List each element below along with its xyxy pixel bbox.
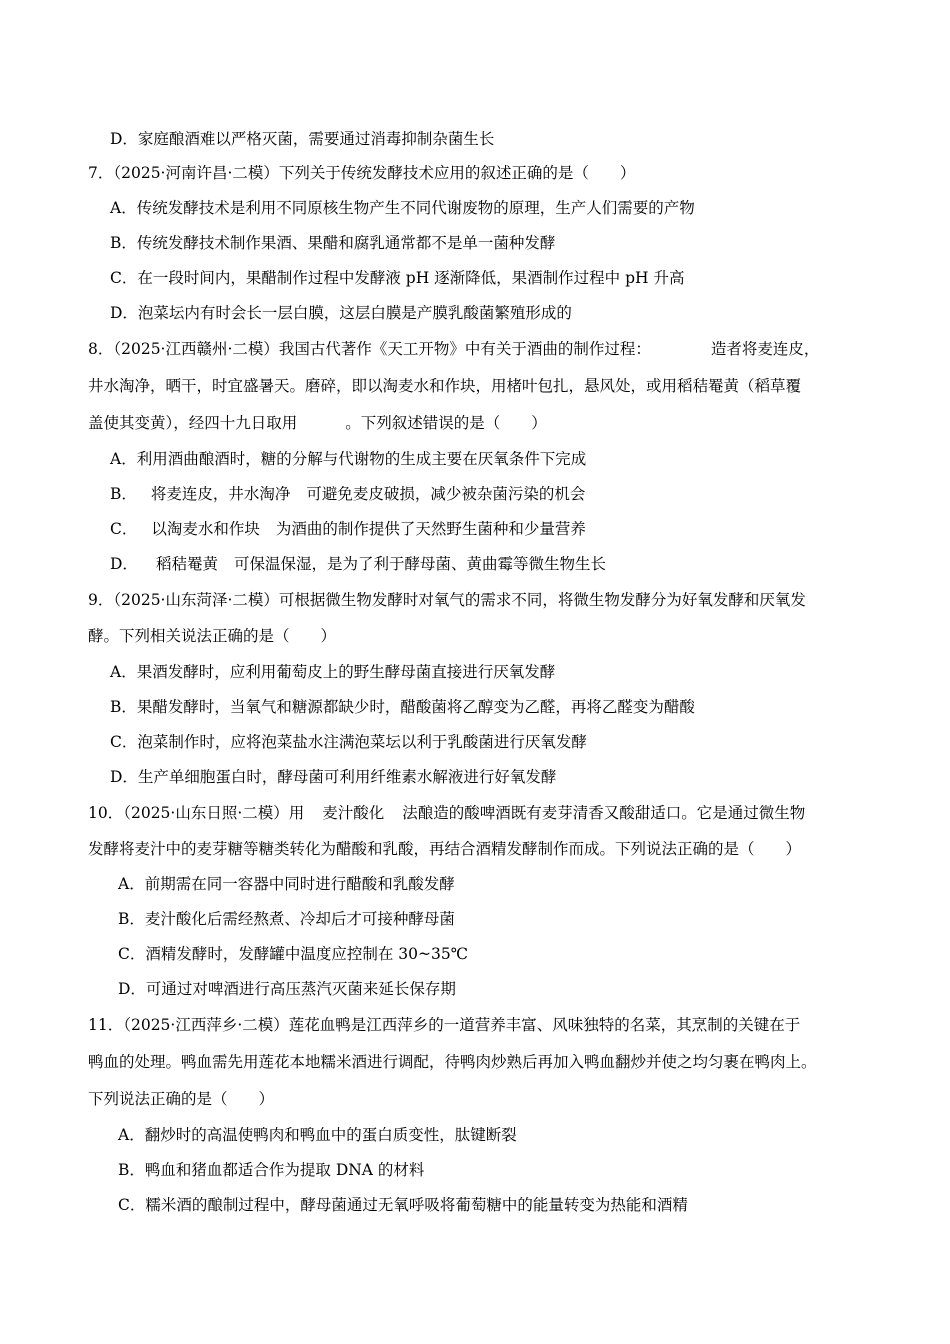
q7-option-b: B．传统发酵技术制作果酒、果醋和腐乳通常都不是单一菌种发酵 <box>110 234 556 252</box>
q8-stem-line-2: 井水淘净，晒干，时宜盛暑天。磨碎，即以淘麦水和作块，用楮叶包扎，悬风处，或用稻秸罨黄（稻草覆 <box>88 377 802 395</box>
q7-stem: 7．（2025·河南许昌·二模）下列关于传统发酵技术应用的叙述正确的是（ ） <box>88 164 636 182</box>
q10-stem-line-1 <box>88 803 805 823</box>
q11-stem-line-1: 11．（2025·江西萍乡·二模）莲花血鸭是江西萍乡的一道营养丰富、风味独特的名菜，其烹制的关键在于 <box>88 1016 801 1034</box>
q8-option-c <box>110 519 586 539</box>
q8-option-b <box>110 484 585 504</box>
option-label: D． <box>110 555 138 573</box>
option-label: C． <box>110 520 138 538</box>
q11-stem-line-3: 下列说法正确的是（ ） <box>88 1090 275 1108</box>
q8-option-d <box>110 554 606 574</box>
q8-option-a: A．利用酒曲酿酒时，糖的分解与代谢物的生成主要在厌氧条件下完成 <box>110 450 587 468</box>
q9-option-b: B．果醋发酵时，当氧气和糖源都缺少时，醋酸菌将乙醇变为乙醛，再将乙醛变为醋酸 <box>110 698 695 716</box>
q8-option-d-quote: 稻秸罨黄 <box>155 555 218 573</box>
q8-option-c-text: 为酒曲的制作提供了天然野生菌种和少量营养 <box>275 520 586 538</box>
q8-option-b-text: 可避免麦皮破损，减少被杂菌污染的机会 <box>306 485 586 503</box>
q11-stem-line-2: 鸭血的处理。鸭血需先用莲花本地糯米酒进行调配，待鸭肉炒熟后再加入鸭血翻炒并使之均匀裹在鸭肉上。 <box>88 1053 817 1071</box>
q8-option-d-text: 可保温保湿，是为了利于酵母菌、黄曲霉等微生物生长 <box>233 555 606 573</box>
q11-option-c: C．糯米酒的酿制过程中，酵母菌通过无氧呼吸将葡萄糖中的能量转变为热能和酒精 <box>118 1196 688 1214</box>
q10-option-d: D．可通过对啤酒进行高压蒸汽灭菌来延长保存期 <box>118 980 456 998</box>
q11-option-b: B．鸭血和猪血都适合作为提取 DNA 的材料 <box>118 1161 425 1179</box>
q10-stem-part-2: 法酿造的酸啤酒既有麦芽清香又酸甜适口。它是通过微生物 <box>402 804 806 822</box>
option-label: B． <box>110 485 137 503</box>
q9-option-d: D．生产单细胞蛋白时，酵母菌可利用纤维素水解液进行好氧发酵 <box>110 768 557 786</box>
q9-stem-line-1: 9．（2025·山东菏泽·二模）可根据微生物发酵时对氧气的需求不同，将微生物发酵分为好氧发酵和厌氧发 <box>88 591 806 609</box>
q10-option-b: B．麦汁酸化后需经熬煮、冷却后才可接种酵母菌 <box>118 910 455 928</box>
q9-option-a: A．果酒发酵时，应利用葡萄皮上的野生酵母菌直接进行厌氧发酵 <box>110 663 556 681</box>
q8-option-b-quote: 将麦连皮，井水淘净 <box>150 485 291 503</box>
q9-option-c: C．泡菜制作时，应将泡菜盐水注满泡菜坛以利于乳酸菌进行厌氧发酵 <box>110 733 587 751</box>
q9-stem-line-2: 酵。下列相关说法正确的是（ ） <box>88 627 337 645</box>
q8-stem-line-3 <box>88 413 547 433</box>
q10-stem-line-2: 发酵将麦汁中的麦芽糖等糖类转化为醋酸和乳酸，再结合酒精发酵制作而成。下列说法正确的是（ ） <box>88 840 802 858</box>
q8-option-c-quote: 以淘麦水和作块 <box>151 520 260 538</box>
q8-stem-part-1: 8．（2025·江西赣州·二模）我国古代著作《天工开物》中有关于酒曲的制作过程： <box>88 340 651 358</box>
q7-option-d: D．泡菜坛内有时会长一层白膜，这层白膜是产膜乳酸菌繁殖形成的 <box>110 304 572 322</box>
q7-option-a: A．传统发酵技术是利用不同原核生物产生不同代谢废物的原理，生产人们需要的产物 <box>110 199 695 217</box>
q10-stem-quote: 麦汁酸化 <box>322 804 385 822</box>
q10-option-c: C．酒精发酵时，发酵罐中温度应控制在 30~35℃ <box>118 945 469 963</box>
q11-option-a: A．翻炒时的高温使鸭肉和鸭血中的蛋白质变性，肽键断裂 <box>118 1126 517 1144</box>
q6-option-d: D．家庭酿酒难以严格灭菌，需要通过消毒抑制杂菌生长 <box>110 130 495 148</box>
q7-option-c: C．在一段时间内，果醋制作过程中发酵液 pH 逐渐降低，果酒制作过程中 pH 升高 <box>110 269 685 287</box>
q10-stem-part-1: 10．（2025·山东日照·二模）用 <box>88 804 305 822</box>
q10-option-a: A．前期需在同一容器中同时进行醋酸和乳酸发酵 <box>118 875 455 893</box>
q8-stem-part-3: 盖使其变黄），经四十九日取用 <box>88 414 298 432</box>
q8-stem-part-2: 造者将麦连皮， <box>710 340 820 358</box>
q8-stem-line-1 <box>88 339 819 359</box>
q8-stem-part-4: 。下列叙述错误的是（ ） <box>345 414 547 432</box>
